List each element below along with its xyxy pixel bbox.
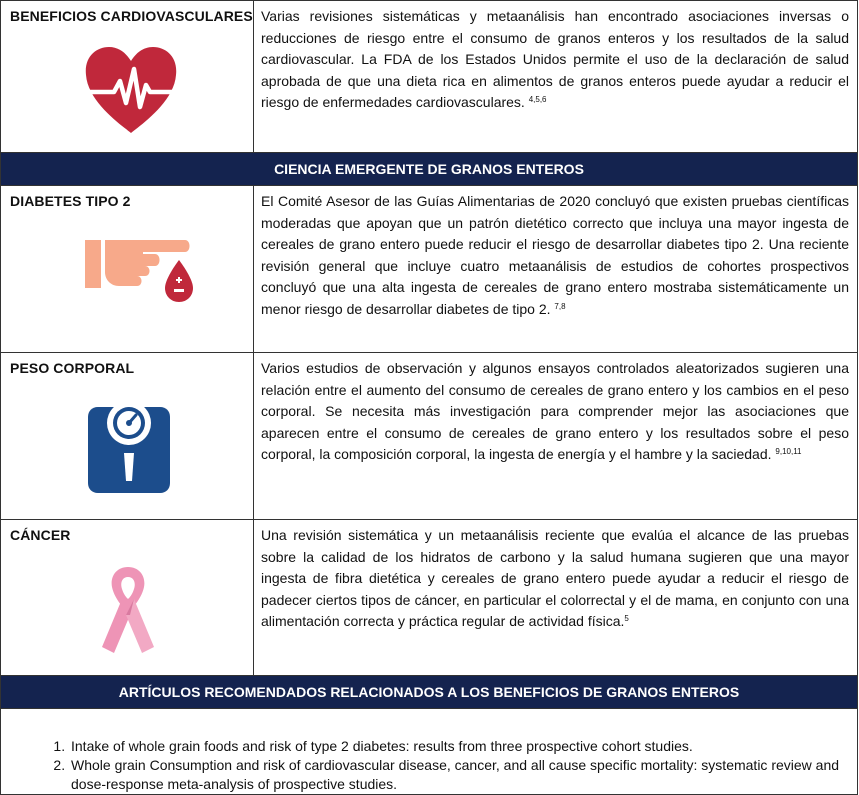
articles-list-cell: [1, 709, 858, 795]
diabetes-label: DIABETES TIPO 2: [10, 193, 131, 209]
cancer-refs: 5: [624, 614, 629, 624]
row-articles-header: [1, 676, 858, 709]
cancer-label: CÁNCER: [10, 527, 71, 543]
row-cancer: [1, 520, 858, 676]
cardio-paragraph: Varias revisiones sistemáticas y metaanálisis han encontrado asociaciones inversas o reducciones de riesgo entre el consumo de granos enteros y los resultados de la salud cardiovascular. La FDA de los Estados Unidos permite el uso de la declaración de salud aprobada de que una dieta rica en alimentos de granos enteros puede ayudar a reducir el riesgo de enfermedades cardiovasculares.: [261, 8, 849, 111]
cardio-refs: 4,5,6: [528, 95, 547, 105]
weight-refs: 9,10,11: [775, 447, 802, 457]
weight-label-cell: [1, 353, 254, 520]
cardio-label: BENEFICIOS CARDIOVASCULARES: [10, 8, 253, 24]
article-item: 2. Whole grain Consumption and risk of cardiovascular disease, cancer, and all cause specific mortality: systematic review and dose-response meta-analysis of prospective studies.: [69, 756, 849, 794]
heart-pulse-icon: [84, 45, 178, 135]
cancer-paragraph: Una revisión sistemática y un metaanálisis reciente que evalúa el alcance de las pruebas sobre la calidad de los hidratos de carbono y la salud humana sugieren que una mayor ingesta de fibra dietética y cereales de grano entero puede ayudar a reducir el riesgo de padecer ciertos tipos de cáncer, en particular el colorrectal y el de mama, en conjunto con una alimentación correcta y práctica regular de actividad física.: [261, 527, 849, 630]
row-weight: [1, 353, 858, 520]
diabetes-text: [254, 186, 858, 353]
articles-list: [41, 737, 849, 794]
pink-ribbon-icon: [98, 563, 158, 659]
emerging-header: CIENCIA EMERGENTE DE GRANOS ENTEROS: [1, 153, 858, 186]
diabetes-refs: 7,8: [554, 301, 566, 311]
row-cardio: [1, 1, 858, 153]
row-articles: [1, 709, 858, 795]
cardio-text: [254, 1, 858, 153]
weight-label: PESO CORPORAL: [10, 360, 135, 376]
weight-scale-icon: [86, 397, 172, 495]
articles-header: ARTÍCULOS RECOMENDADOS RELACIONADOS A LOS BENEFICIOS DE GRANOS ENTEROS: [1, 676, 858, 709]
row-diabetes: [1, 186, 858, 353]
diabetes-paragraph: El Comité Asesor de las Guías Alimentarias de 2020 concluyó que existen pruebas científicas moderadas que apoyan que un patrón dietético correcto que incluya una mayor ingesta de cereales de grano entero puede reducir el riesgo de desarrollar diabetes tipo 2. Una reciente revisión general que incluye cuatro metaanálisis de estudios de cohortes prospectivos concluyó que una alta ingesta de cereales de grano entero mostraba sistemáticamente un menor riesgo de desarrollar diabetes de tipo 2.: [261, 193, 849, 317]
cardio-label-cell: [1, 1, 254, 153]
cancer-label-cell: [1, 520, 254, 676]
finger-blood-drop-icon: [85, 232, 195, 302]
weight-paragraph: Varios estudios de observación y algunos ensayos controlados aleatorizados sugieren una relación entre el aumento del consumo de cereales de grano entero y los cambios en el peso corporal. Se necesita más investigación para comprender mejor las asociaciones que aparecen entre el consumo de cereales de grano entero y los resultados sobre el peso corporal, la composición corporal, la ingesta de energía y el hambre y la saciedad.: [261, 360, 849, 463]
cancer-text: [254, 520, 858, 676]
diabetes-label-cell: [1, 186, 254, 353]
weight-text: [254, 353, 858, 520]
article-item: 1. Intake of whole grain foods and risk of type 2 diabetes: results from three prospective cohort studies.: [69, 737, 849, 756]
row-emerging-header: [1, 153, 858, 186]
